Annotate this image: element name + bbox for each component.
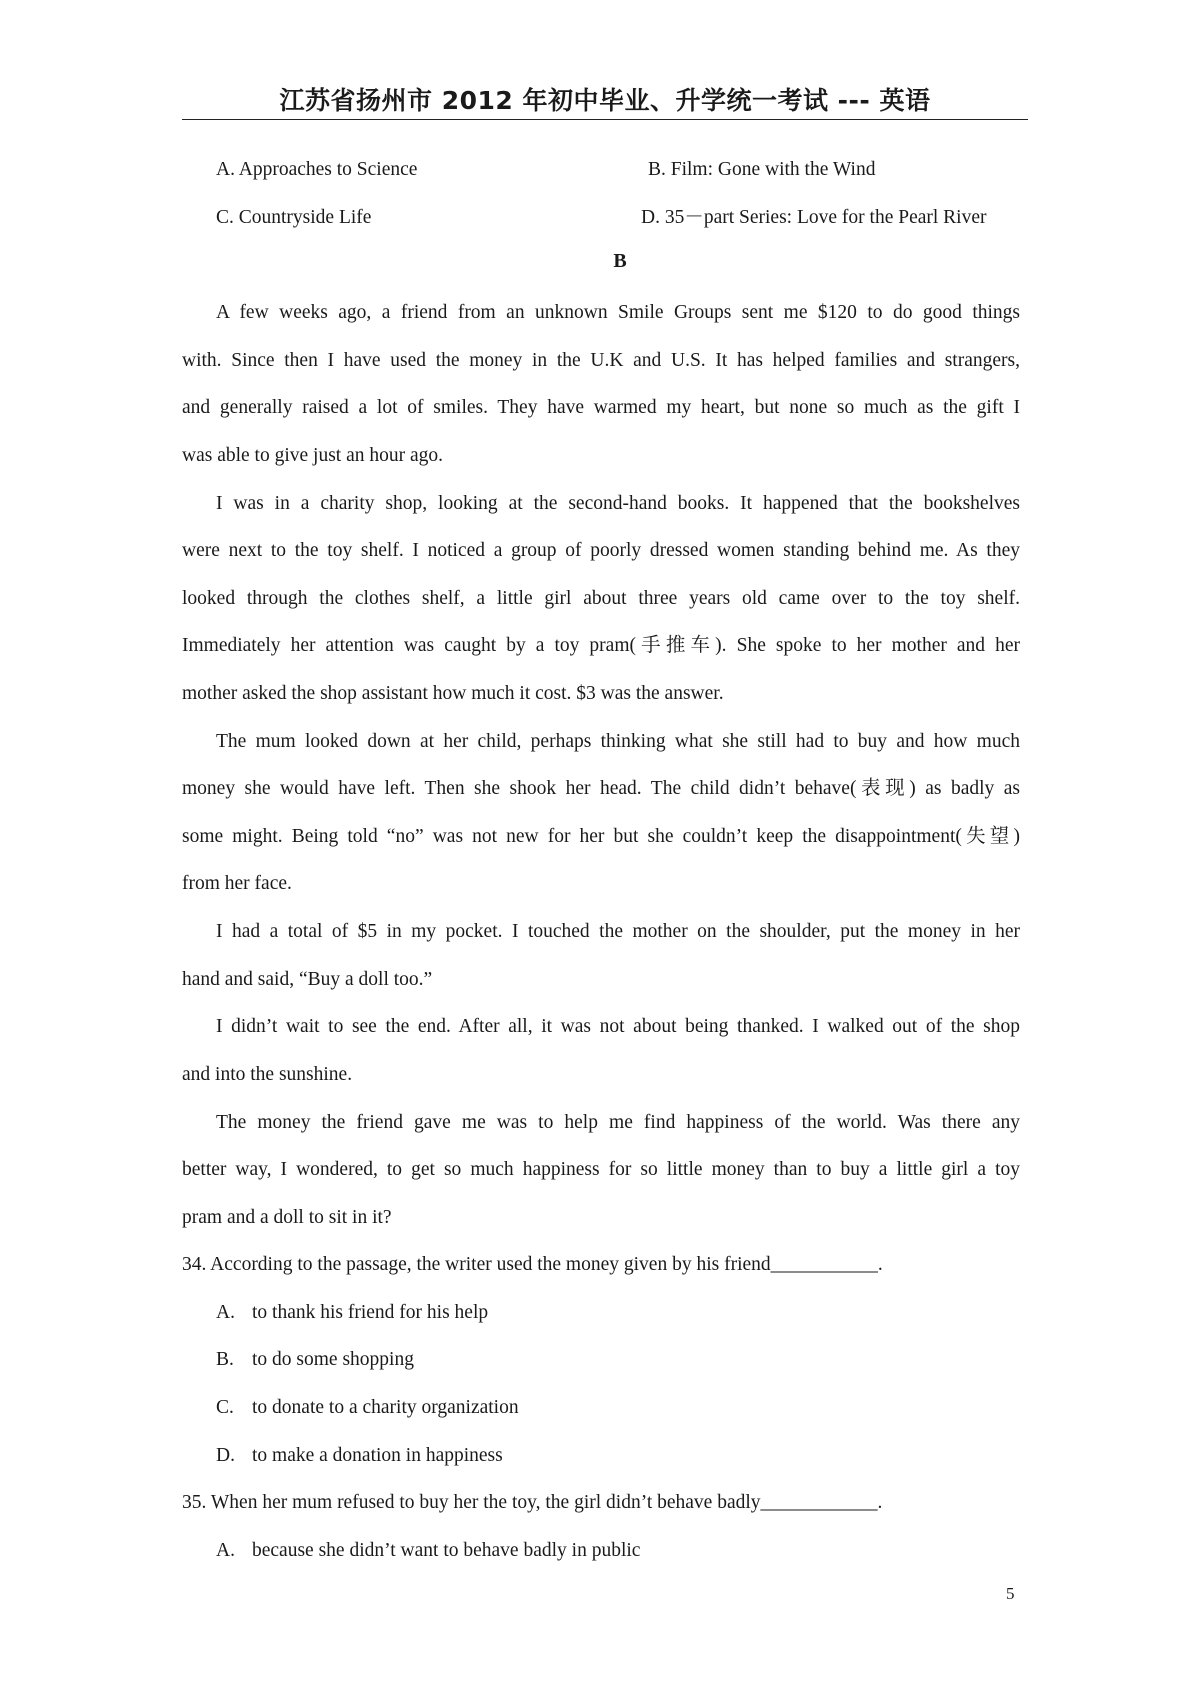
passage-line: The mum looked down at her child, perhaps thinking what she still had to buy and how much [216, 731, 1020, 752]
header-rule [182, 119, 1028, 120]
question-34-stem: 34. According to the passage, the writer used the money given by his friend___________. [182, 1254, 883, 1275]
passage-line: I didn’t wait to see the end. After all, it was not about being thanked. I walked out of the shop [216, 1016, 1020, 1037]
passage-line: The money the friend gave me was to help me find happiness of the world. Was there any [216, 1112, 1020, 1133]
passage-line: with. Since then I have used the money in the U.K and U.S. It has helped families and strangers, [182, 350, 1020, 371]
option-letter: D. [216, 1445, 235, 1466]
option-text: to thank his friend for his help [252, 1302, 489, 1323]
passage-line: pram and a doll to sit in it? [182, 1207, 392, 1228]
passage-line: were next to the toy shelf. I noticed a group of poorly dressed women standing behind me. As they [182, 540, 1020, 561]
passage-line: some might. Being told “no” was not new for her but she couldn’t keep the disappointment(失望) [182, 826, 1020, 847]
option-letter: A. [216, 1302, 235, 1323]
option-letter: C. [216, 1397, 234, 1418]
question-34-option-b [216, 1345, 414, 1375]
page-header-title: 江苏省扬州市 2012 年初中毕业、升学统一考试 --- 英语 [279, 86, 931, 115]
passage-line: hand and said, “Buy a doll too.” [182, 969, 433, 990]
prev-option-a: A. Approaches to Science [216, 159, 418, 180]
option-letter: B. [216, 1349, 234, 1370]
passage-line: looked through the clothes shelf, a little girl about three years old came over to the toy shelf. [182, 588, 1020, 609]
option-text: to make a donation in happiness [252, 1445, 503, 1466]
passage-line: money she would have left. Then she shook her head. The child didn’t behave(表现) as badly as [182, 778, 1020, 799]
passage-line: and into the sunshine. [182, 1064, 353, 1085]
prev-option-c: C. Countryside Life [216, 207, 372, 228]
passage-line: A few weeks ago, a friend from an unknown Smile Groups sent me $120 to do good things [216, 302, 1020, 323]
question-34-option-a [216, 1298, 488, 1328]
question-35-option-a [216, 1536, 640, 1566]
passage-line: was able to give just an hour ago. [182, 445, 444, 466]
section-label: B [613, 250, 627, 272]
question-34-option-c [216, 1393, 519, 1423]
passage-line: I had a total of $5 in my pocket. I touched the mother on the shoulder, put the money in her [216, 921, 1020, 942]
passage-line: Immediately her attention was caught by a toy pram(手推车). She spoke to her mother and her [182, 635, 1020, 656]
prev-option-b: B. Film: Gone with the Wind [648, 159, 876, 180]
passage-line: mother asked the shop assistant how much it cost. $3 was the answer. [182, 683, 724, 704]
option-text: to do some shopping [252, 1349, 414, 1370]
passage-line: from her face. [182, 873, 292, 894]
option-letter: A. [216, 1540, 235, 1561]
page-number: 5 [1006, 1584, 1015, 1603]
question-34-option-d [216, 1441, 503, 1471]
prev-option-d: D. 35－part Series: Love for the Pearl River [641, 207, 987, 228]
passage-line: better way, I wondered, to get so much happiness for so little money than to buy a little girl a toy [182, 1159, 1020, 1180]
option-text: to donate to a charity organization [252, 1397, 519, 1418]
passage-line: and generally raised a lot of smiles. They have warmed my heart, but none so much as the gift I [182, 397, 1020, 418]
option-text: because she didn’t want to behave badly in public [252, 1540, 641, 1561]
question-35-stem: 35. When her mum refused to buy her the toy, the girl didn’t behave badly____________. [182, 1492, 883, 1513]
passage-line: I was in a charity shop, looking at the second-hand books. It happened that the bookshelves [216, 493, 1020, 514]
